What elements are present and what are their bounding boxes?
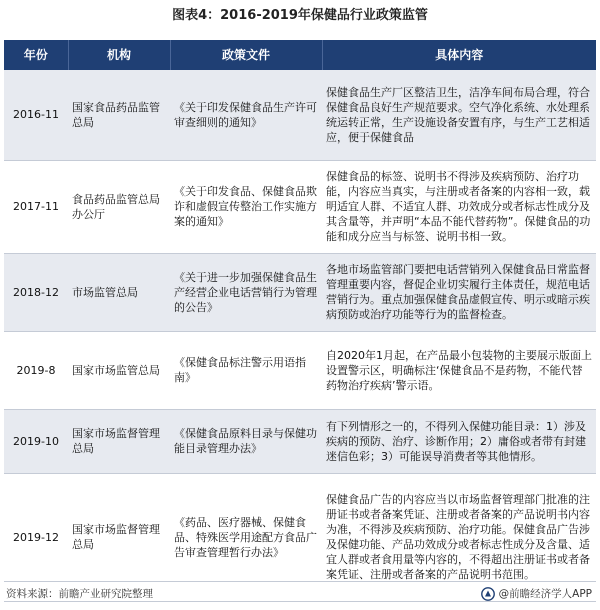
content-cell: 保健食品广告的内容应当以市场监督管理部门批准的注册证书或者备案凭证、注册或者备案的产品说明书内容为准，不得涉及疾病预防、治疗功能。保健食品广告涉及保健功能、产品功效成分或者标志性成分及含量、适宜人群或者食用量等内容的，不得超出注册证书或者备案凭证、注册或者备案的产品说明书范围。 [322, 473, 596, 601]
table-row [4, 70, 596, 160]
doc-cell: 《保健食品标注警示用语指南》 [170, 331, 322, 409]
header-content: 具体内容 [322, 40, 596, 70]
org-cell: 市场监管总局 [68, 253, 170, 331]
table-row [4, 331, 596, 409]
year-cell: 2016-11 [4, 70, 68, 160]
table-row [4, 160, 596, 253]
source-note: 资料来源：前瞻产业研究院整理 [6, 588, 153, 600]
year-cell: 2019-10 [4, 409, 68, 473]
header-year: 年份 [4, 40, 68, 70]
brand-text: @前瞻经济学人APP [498, 588, 592, 600]
year-cell: 2019-12 [4, 473, 68, 601]
doc-cell: 《关于印发保健食品生产许可审查细则的通知》 [170, 70, 322, 160]
org-cell: 国家市场监督管理总局 [68, 473, 170, 601]
org-cell: 国家市场监督管理总局 [68, 409, 170, 473]
brand-credit [481, 583, 592, 605]
content-cell: 保健食品的标签、说明书不得涉及疾病预防、治疗功能，内容应当真实，与注册或者备案的内容相一致，载明适宜人群、不适宜人群、功效成分或者标志性成分及其含量等，并声明“本品不能代替药物”。保健食品的功能和成分应当与标签、说明书相一致。 [322, 160, 596, 253]
policy-table [4, 40, 596, 602]
header-org: 机构 [68, 40, 170, 70]
content-cell: 各地市场监管部门要把电话营销列入保健食品日常监督管理重要内容，督促企业切实履行主体责任，规范电话营销行为。重点加强保健食品虚假宣传、明示或暗示疾病预防或治疗功能等行为的监督检查。 [322, 253, 596, 331]
figure-title: 图表4：2016-2019年保健品行业政策监管 [172, 8, 428, 23]
org-cell: 国家市场监管总局 [68, 331, 170, 409]
year-cell: 2017-11 [4, 160, 68, 253]
footer [4, 583, 596, 605]
bottom-divider [4, 581, 596, 582]
table-header-row [4, 40, 596, 70]
doc-cell: 《关于印发食品、保健食品欺诈和虚假宣传整治工作实施方案的通知》 [170, 160, 322, 253]
doc-cell: 《保健食品原料目录与保健功能目录管理办法》 [170, 409, 322, 473]
org-cell: 国家食品药品监管总局 [68, 70, 170, 160]
header-doc: 政策文件 [170, 40, 322, 70]
year-cell: 2018-12 [4, 253, 68, 331]
org-cell: 食品药品监管总局办公厅 [68, 160, 170, 253]
content-cell: 自2020年1月起，在产品最小包装物的主要展示版面上设置警示区，明确标注‘保健食品不是药物，不能代替药物治疗疾病’警示语。 [322, 331, 596, 409]
content-cell: 有下列情形之一的，不得列入保健功能目录：1）涉及疾病的预防、治疗、诊断作用；2）庸俗或者带有封建迷信色彩；3）可能误导消费者等其他情形。 [322, 409, 596, 473]
content-cell: 保健食品生产厂区整洁卫生，洁净车间布局合理，符合保健食品良好生产规范要求。空气净化系统、水处理系统运转正常，生产设施设备安置有序，与生产工艺相适应，便于保健食品 [322, 70, 596, 160]
table-row [4, 253, 596, 331]
year-cell: 2019-8 [4, 331, 68, 409]
table-row [4, 409, 596, 473]
doc-cell: 《药品、医疗器械、保健食品、特殊医学用途配方食品广告审查管理暂行办法》 [170, 473, 322, 601]
qianzhan-logo-icon [481, 587, 495, 601]
doc-cell: 《关于进一步加强保健食品生产经营企业电话营销行为管理的公告》 [170, 253, 322, 331]
